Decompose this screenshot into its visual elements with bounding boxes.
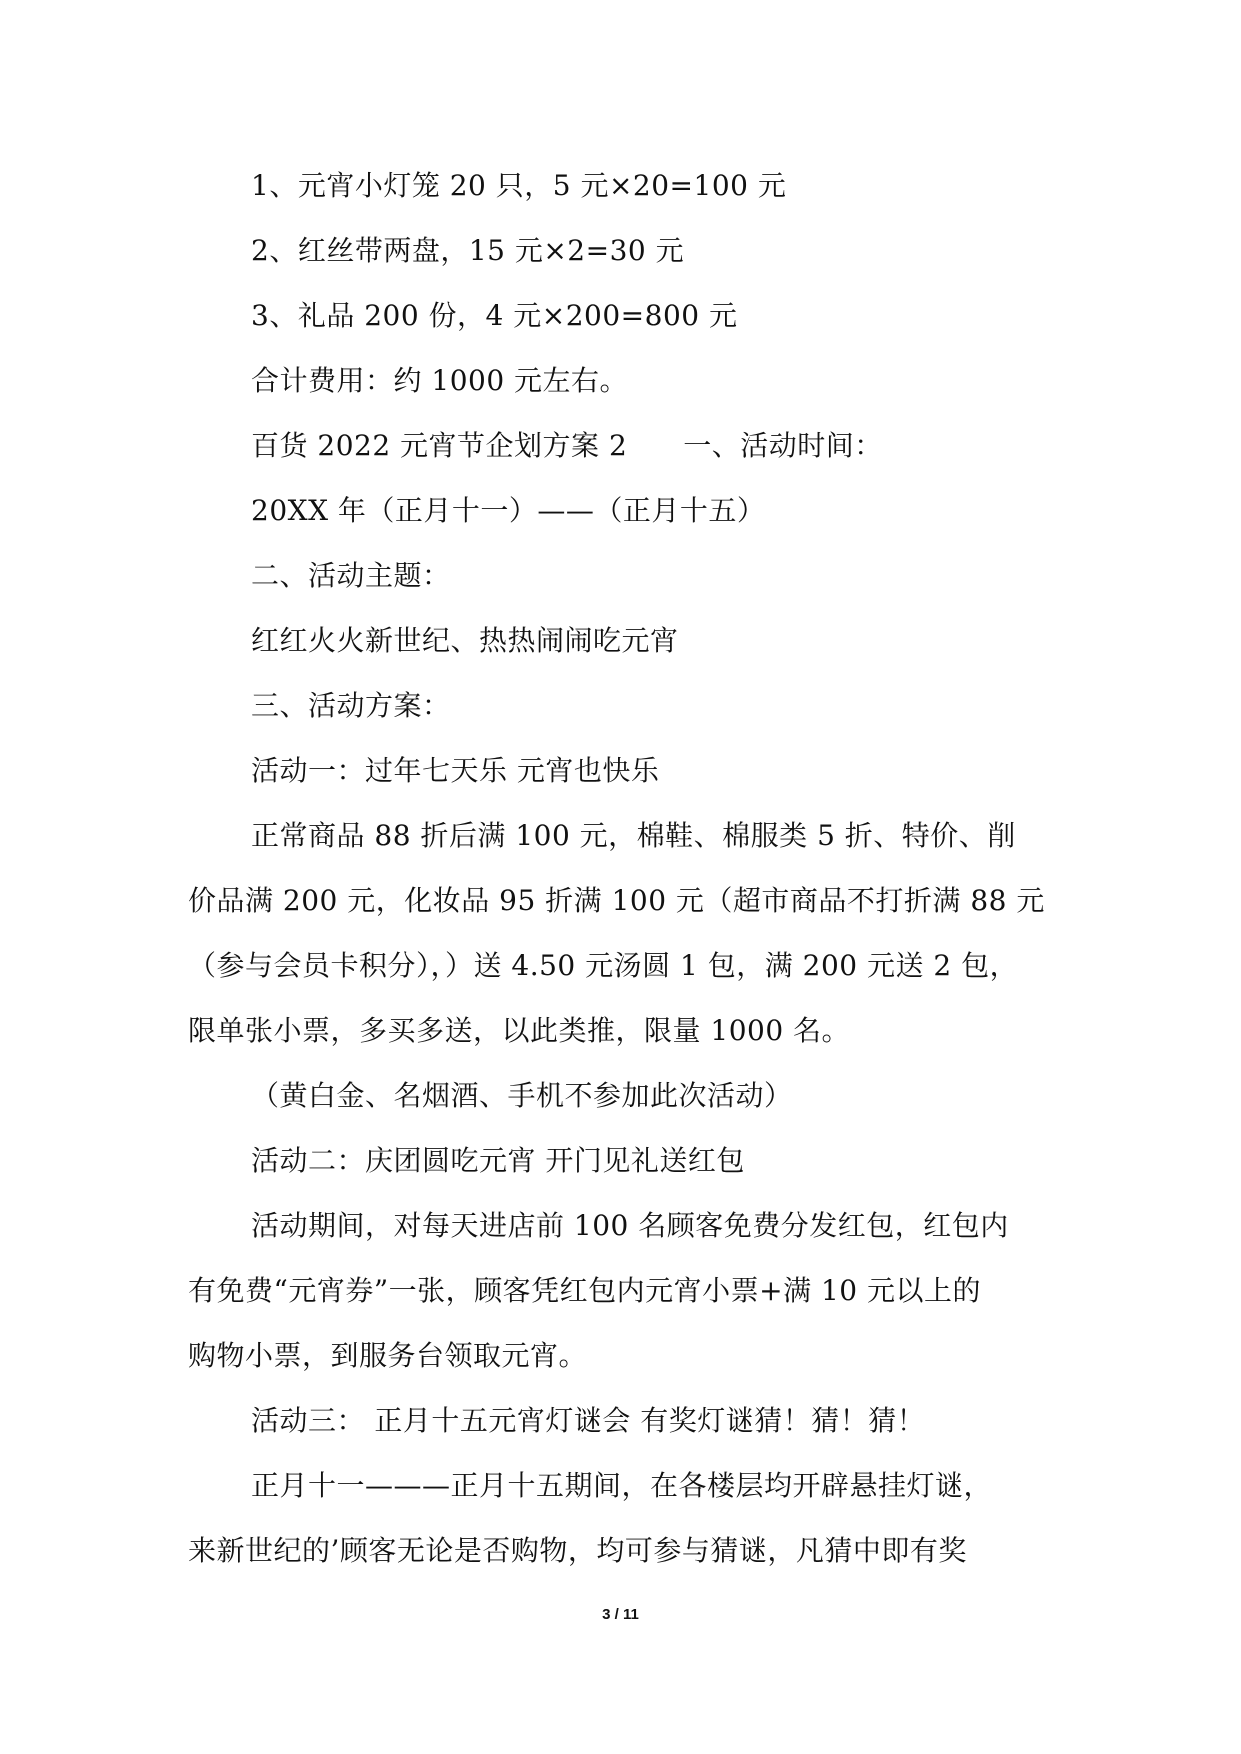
paragraph-line: 来新世纪的’顾客无论是否购物，均可参与猜谜，凡猜中即有奖 <box>188 1534 967 1567</box>
paragraph-line: 正月十一———正月十五期间，在各楼层均开辟悬挂灯谜， <box>251 1469 993 1502</box>
paragraph-line: 有免费“元宵券”一张，顾客凭红包内元宵小票+满 10 元以上的 <box>188 1274 982 1307</box>
paragraph-line: 活动期间，对每天进店前 100 名顾客免费分发红包，红包内 <box>251 1209 1009 1242</box>
cost-item-2: 2、红丝带两盘，15 元×2=30 元 <box>251 234 685 267</box>
activity-theme: 红红火火新世纪、热热闹闹吃元宵 <box>251 624 679 657</box>
total-cost: 合计费用：约 1000 元左右。 <box>251 364 629 397</box>
activity-date-range: 20XX 年（正月十一）——（正月十五） <box>251 494 766 527</box>
activity-one-title: 活动一：过年七天乐 元宵也快乐 <box>251 754 660 787</box>
cost-item-3: 3、礼品 200 份，4 元×200=800 元 <box>251 299 738 332</box>
cost-item-1: 1、元宵小灯笼 20 只，5 元×20=100 元 <box>251 169 787 202</box>
paragraph-line: （参与会员卡积分），）送 4.50 元汤圆 1 包，满 200 元送 2 包， <box>188 949 1019 982</box>
activity-two-title: 活动二：庆团圆吃元宵 开门见礼送红包 <box>251 1144 745 1177</box>
section-plan-heading: 三、活动方案： <box>251 689 451 722</box>
paragraph-line: 限单张小票，多买多送，以此类推，限量 1000 名。 <box>188 1014 851 1047</box>
document-body <box>188 153 1058 1583</box>
paragraph-line: 正常商品 88 折后满 100 元，棉鞋、棉服类 5 折、特价、削 <box>251 819 1016 852</box>
section-theme-heading: 二、活动主题： <box>251 559 451 592</box>
activity-three-title: 活动三： 正月十五元宵灯谜会 有奖灯谜猜！猜！猜！ <box>251 1404 926 1437</box>
exclusion-note: （黄白金、名烟酒、手机不参加此次活动） <box>251 1079 793 1112</box>
paragraph-line: 购物小票，到服务台领取元宵。 <box>188 1339 588 1372</box>
section-time-heading: 一、活动时间： <box>683 429 883 462</box>
plan-heading-line <box>188 413 1058 478</box>
plan-title: 百货 2022 元宵节企划方案 2 <box>251 429 628 462</box>
paragraph-line: 价品满 200 元，化妆品 95 折满 100 元（超市商品不打折满 88 元 <box>188 884 1045 917</box>
page-number: 3 / 11 <box>602 1606 639 1623</box>
